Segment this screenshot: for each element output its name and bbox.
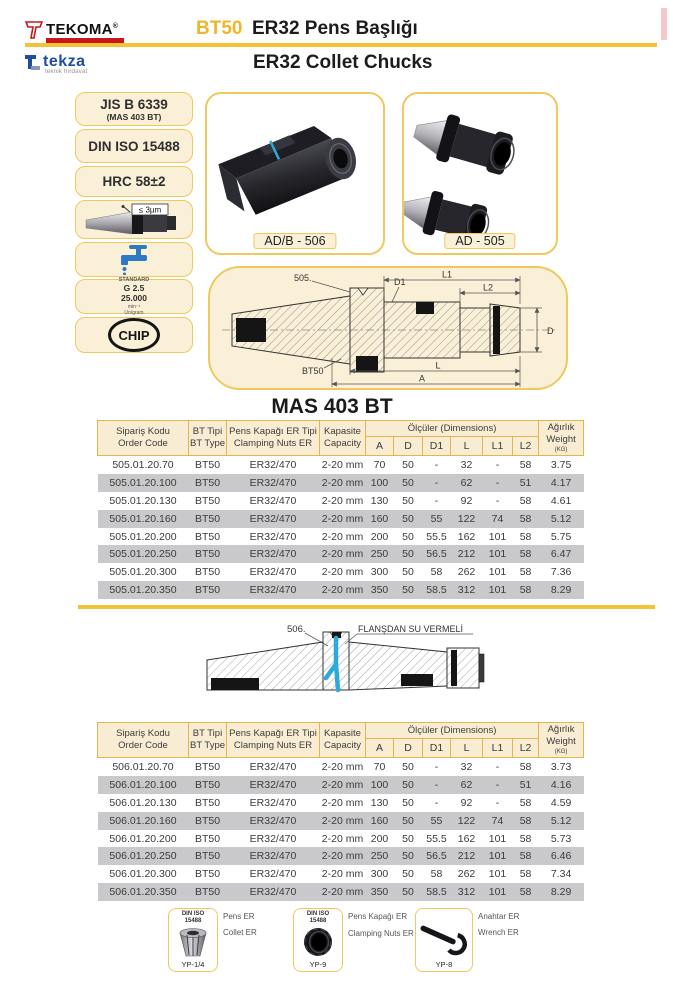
badge-hardness — [75, 166, 193, 197]
cell: 506.01.20.250 — [109, 850, 177, 863]
cell: BT50 — [194, 868, 221, 881]
cell: 101 — [488, 832, 507, 845]
col-dim-d1: D1 — [423, 739, 451, 758]
product-label-adb506: AD/B - 506 — [253, 233, 336, 249]
accessory-code: YP-9 — [309, 960, 327, 969]
col-dim-a: A — [366, 437, 394, 456]
dim-d1: D1 — [394, 277, 406, 287]
dim-l2: L2 — [482, 282, 494, 293]
cell: BT50 — [194, 885, 221, 898]
cell: 101 — [488, 850, 507, 863]
cell: 505.01.20.100 — [109, 477, 177, 490]
cell: 58.5 — [426, 583, 447, 596]
cell: 50 — [402, 583, 414, 596]
cell: 50 — [402, 494, 414, 507]
cell: 58 — [519, 530, 532, 543]
accessory-name-en: Clamping Nuts ER — [348, 929, 414, 938]
cell: 58 — [519, 494, 532, 507]
cell: 2-20 mm — [321, 459, 364, 472]
cell: 6.46 — [550, 850, 572, 863]
col-clamping-nut: Pens Kapağı ER Tipi Clamping Nuts ER — [227, 421, 320, 456]
cell: 2-20 mm — [321, 530, 364, 543]
cell: 58 — [430, 566, 443, 579]
cell: 50 — [402, 868, 414, 881]
accessory-clamping-nut: DIN ISO 15488 YP-9 — [293, 908, 343, 972]
dim-a: A — [418, 373, 426, 384]
cell: ER32/470 — [249, 850, 297, 863]
col-order-code: Sipariş Kodu Order Code — [98, 421, 189, 456]
accessory-code: YP-1/4 — [181, 960, 205, 969]
col-dimensions-group: Ölçüler (Dimensions) — [366, 723, 539, 739]
tekoma-logo-text: TEKOMA® — [46, 21, 119, 38]
cell: 58 — [519, 548, 532, 561]
cell: 506.01.20.300 — [109, 868, 177, 881]
cell: 101 — [488, 868, 507, 881]
badge-jis-line1: JIS B 6339 — [100, 96, 168, 112]
cell: ER32/470 — [249, 494, 297, 507]
cell: 130 — [370, 796, 389, 809]
coolant-tap-icon — [116, 244, 152, 275]
cell: 101 — [488, 530, 507, 543]
cell: 506.01.20.100 — [109, 779, 177, 792]
cell: 300 — [370, 868, 389, 881]
cell: 505.01.20.350 — [109, 583, 177, 596]
cell: - — [434, 796, 439, 809]
tekza-logo-text: tekza — [43, 53, 86, 70]
table-row — [98, 865, 584, 883]
cell: 32 — [460, 459, 473, 472]
cell: 506.01.20.70 — [112, 761, 174, 774]
cell: BT50 — [194, 761, 221, 774]
product-label-ad505: AD - 505 — [444, 233, 515, 249]
cell: 58 — [519, 583, 532, 596]
balancing-unbalance-unit: Un/gram — [124, 309, 144, 316]
mid-divider — [78, 605, 655, 609]
cell: BT50 — [194, 796, 221, 809]
table-row — [98, 456, 584, 474]
cell: 505.01.20.300 — [109, 566, 177, 579]
page-code: BT50 — [196, 18, 243, 39]
cell: 58 — [430, 868, 443, 881]
cell: 58 — [519, 512, 532, 525]
cell: - — [495, 494, 500, 507]
cell: - — [434, 477, 439, 490]
cell: 4.61 — [550, 494, 572, 507]
cell: - — [434, 459, 439, 472]
page-title-en: ER32 Collet Chucks — [253, 52, 433, 73]
cell: 2-20 mm — [321, 814, 364, 827]
cell: 58 — [519, 761, 532, 774]
cell: 50 — [402, 885, 414, 898]
cell: 101 — [488, 583, 507, 596]
cell: 50 — [402, 814, 414, 827]
table-row — [98, 758, 584, 776]
cell: ER32/470 — [249, 566, 297, 579]
cell: 2-20 mm — [321, 832, 364, 845]
cell: 58 — [519, 832, 532, 845]
badge-coolant — [75, 242, 193, 277]
col-clamping-nut: Pens Kapağı ER Tipi Clamping Nuts ER — [227, 723, 320, 758]
cell: 3.75 — [550, 459, 572, 472]
cell: - — [495, 477, 500, 490]
cell: 2-20 mm — [321, 494, 364, 507]
cell: 70 — [373, 761, 386, 774]
runout-illustration — [80, 203, 188, 236]
cell: 55.5 — [426, 832, 447, 845]
table-row — [98, 528, 584, 546]
cell: 50 — [402, 832, 414, 845]
cell: 212 — [457, 850, 476, 863]
cell: 51 — [519, 779, 532, 792]
cell: 2-20 mm — [321, 779, 364, 792]
col-weight: Ağırlık Weight (KG) — [539, 723, 584, 758]
cell: ER32/470 — [249, 761, 297, 774]
cell: 2-20 mm — [321, 583, 364, 596]
cell: 62 — [460, 477, 473, 490]
badge-din-text: DIN ISO 15488 — [88, 138, 180, 154]
cell: 2-20 mm — [321, 477, 364, 490]
page-title-tr: ER32 Pens Başlığı — [252, 18, 418, 39]
col-dim-l1: L1 — [483, 739, 513, 758]
badge-jis-line2: (MAS 403 BT) — [106, 111, 162, 122]
cell: 56.5 — [426, 850, 447, 863]
accessory-name-tr: Anahtar ER — [478, 912, 520, 921]
cell: 32 — [460, 761, 473, 774]
cell: ER32/470 — [249, 814, 297, 827]
cell: 122 — [457, 814, 476, 827]
cell: 101 — [488, 885, 507, 898]
badge-balancing — [75, 279, 193, 314]
table-row — [98, 883, 584, 901]
cell: 100 — [370, 779, 389, 792]
cell: 160 — [370, 512, 389, 525]
col-weight: Ağırlık Weight (KG) — [539, 421, 584, 456]
section-title-mas403bt: MAS 403 BT — [271, 395, 393, 418]
cell: 262 — [457, 566, 476, 579]
dim-l1: L1 — [441, 269, 453, 280]
cell: 56.5 — [426, 548, 447, 561]
table-row — [98, 492, 584, 510]
cell: - — [434, 761, 439, 774]
cell: 505.01.20.130 — [109, 494, 177, 507]
balancing-rpm-unit: min⁻¹ — [127, 303, 141, 310]
tekoma-logo-icon — [25, 21, 43, 39]
cell: - — [495, 761, 500, 774]
cell: BT50 — [194, 566, 221, 579]
label-bt50: BT50 — [302, 366, 324, 376]
cell: 2-20 mm — [321, 761, 364, 774]
cell: ER32/470 — [249, 530, 297, 543]
cell: 62 — [460, 779, 473, 792]
cell: 58.5 — [426, 885, 447, 898]
cell: - — [495, 796, 500, 809]
cell: 5.75 — [550, 530, 572, 543]
coolant-note: FLANŞDAN SU VERMELİ — [358, 624, 464, 634]
cell: 2-20 mm — [321, 885, 364, 898]
col-dim-a: A — [366, 739, 394, 758]
cell: 506.01.20.350 — [109, 885, 177, 898]
product-photo-ad505 — [402, 92, 558, 255]
cell: 162 — [457, 530, 476, 543]
cell: 505.01.20.70 — [112, 459, 174, 472]
cell: 50 — [402, 850, 414, 863]
col-capacity: Kapasite Capacity — [320, 421, 366, 456]
cell: 100 — [370, 477, 389, 490]
cell: 250 — [370, 850, 389, 863]
table-row — [98, 474, 584, 492]
cell: 50 — [402, 530, 414, 543]
accessory-name-tr: Pens Kapağı ER — [348, 912, 408, 921]
col-dim-d: D — [394, 739, 423, 758]
balancing-standard-label: STANDARD — [118, 277, 150, 284]
badge-chip — [75, 317, 193, 353]
table-row — [98, 581, 584, 599]
cell: 2-20 mm — [321, 512, 364, 525]
cell: - — [434, 494, 439, 507]
cell: 4.17 — [550, 477, 572, 490]
callout-506: 506. — [287, 624, 306, 635]
cell: 200 — [370, 530, 389, 543]
cell: ER32/470 — [249, 512, 297, 525]
table-row — [98, 510, 584, 528]
cell: 2-20 mm — [321, 868, 364, 881]
cell: 505.01.20.200 — [109, 530, 177, 543]
cell: 350 — [370, 885, 389, 898]
product-photo-adb506 — [205, 92, 385, 255]
cell: 262 — [457, 868, 476, 881]
cell: 58 — [519, 459, 532, 472]
cell: 130 — [370, 494, 389, 507]
cell: 312 — [457, 885, 476, 898]
cell: ER32/470 — [249, 868, 297, 881]
table-row — [98, 812, 584, 830]
cell: 505.01.20.250 — [109, 548, 177, 561]
table-row — [98, 776, 584, 794]
col-dim-l2: L2 — [513, 739, 539, 758]
col-dimensions-group: Ölçüler (Dimensions) — [366, 421, 539, 437]
cell: 58 — [519, 850, 532, 863]
cell: 74 — [491, 512, 504, 525]
cell: 6.47 — [550, 548, 572, 561]
cell: 212 — [457, 548, 476, 561]
ad505-image — [404, 94, 556, 253]
cell: 50 — [402, 459, 414, 472]
drawing-505-box — [208, 266, 568, 390]
dim-l: L — [435, 360, 441, 371]
cell: 506.01.20.130 — [109, 796, 177, 809]
balancing-rpm: 25.000 — [121, 292, 147, 303]
cell: 505.01.20.160 — [109, 512, 177, 525]
accessory-name-tr: Pens ER — [223, 912, 255, 921]
col-order-code: Sipariş Kodu Order Code — [98, 723, 189, 758]
spec-table-505 — [97, 420, 584, 599]
cell: 506.01.20.160 — [109, 814, 177, 827]
cell: 55 — [430, 512, 443, 525]
col-capacity: Kapasite Capacity — [320, 723, 366, 758]
spec-table-506 — [97, 722, 584, 901]
cell: 4.16 — [550, 779, 572, 792]
cell: ER32/470 — [249, 583, 297, 596]
runout-value: ≤ 3µm — [138, 205, 162, 215]
col-dim-l: L — [451, 739, 483, 758]
cell: 122 — [457, 512, 476, 525]
cell: BT50 — [194, 583, 221, 596]
cell: BT50 — [194, 512, 221, 525]
cell: 51 — [519, 477, 532, 490]
cell: 200 — [370, 832, 389, 845]
tekza-logo — [25, 53, 195, 81]
cell: 2-20 mm — [321, 548, 364, 561]
cell: 350 — [370, 583, 389, 596]
page-edge-bleed — [661, 8, 667, 40]
cell: 2-20 mm — [321, 796, 364, 809]
cell: - — [434, 779, 439, 792]
cell: 7.36 — [550, 566, 572, 579]
cell: 58 — [519, 885, 532, 898]
cell: ER32/470 — [249, 779, 297, 792]
cell: 55.5 — [426, 530, 447, 543]
cell: 2-20 mm — [321, 850, 364, 863]
dim-d: D — [547, 326, 554, 336]
header-divider — [25, 43, 657, 47]
cell: 50 — [402, 477, 414, 490]
cell: 50 — [402, 796, 414, 809]
chip-mark: CHIP — [108, 318, 160, 352]
cell: 8.29 — [550, 583, 572, 596]
cell: 58 — [519, 868, 532, 881]
accessory-collet: DIN ISO 15488 YP-1/4 — [168, 908, 218, 972]
cell: 8.29 — [550, 885, 572, 898]
cell: 506.01.20.200 — [109, 832, 177, 845]
badge-jis-standard — [75, 92, 193, 126]
cell: 70 — [373, 459, 386, 472]
cell: - — [495, 459, 500, 472]
col-dim-l1: L1 — [483, 437, 513, 456]
cell: ER32/470 — [249, 796, 297, 809]
cell: 2-20 mm — [321, 566, 364, 579]
clamping-nut-icon — [300, 926, 336, 958]
badge-runout — [75, 200, 193, 239]
cell: 312 — [457, 583, 476, 596]
cell: 50 — [402, 761, 414, 774]
col-bt-type: BT Tipi BT Type — [189, 421, 227, 456]
col-dim-d: D — [394, 437, 423, 456]
cell: 4.59 — [550, 796, 572, 809]
cell: 3.73 — [550, 761, 572, 774]
cell: 160 — [370, 814, 389, 827]
cell: 7.34 — [550, 868, 572, 881]
cell: 58 — [519, 814, 532, 827]
cell: ER32/470 — [249, 459, 297, 472]
cell: 50 — [402, 566, 414, 579]
wrench-icon — [418, 921, 470, 957]
col-dim-l: L — [451, 437, 483, 456]
balancing-grade: G 2.5 — [123, 283, 145, 294]
cell: 92 — [460, 796, 473, 809]
cell: 162 — [457, 832, 476, 845]
cell: BT50 — [194, 530, 221, 543]
cell: BT50 — [194, 832, 221, 845]
col-dim-d1: D1 — [423, 437, 451, 456]
cell: ER32/470 — [249, 885, 297, 898]
cell: ER32/470 — [249, 548, 297, 561]
cell: 92 — [460, 494, 473, 507]
adb506-image — [207, 94, 383, 253]
cell: BT50 — [194, 779, 221, 792]
cell: 300 — [370, 566, 389, 579]
cell: BT50 — [194, 814, 221, 827]
cell: 5.12 — [550, 814, 572, 827]
tekza-logo-icon — [25, 55, 40, 72]
tekza-logo-subtext: teknik hırdavat — [45, 68, 88, 75]
callout-505: 505. — [294, 273, 312, 283]
cell: 50 — [402, 548, 414, 561]
drawing-506 — [195, 622, 495, 697]
cell: BT50 — [194, 850, 221, 863]
table-row — [98, 830, 584, 848]
drawing-505 — [210, 268, 566, 388]
cell: BT50 — [194, 548, 221, 561]
collet-icon — [175, 926, 211, 958]
cell: 250 — [370, 548, 389, 561]
cell: ER32/470 — [249, 477, 297, 490]
accessory-wrench — [415, 908, 473, 972]
cell: 50 — [402, 779, 414, 792]
table-row — [98, 847, 584, 865]
accessory-name-en: Wrench ER — [478, 928, 519, 937]
cell: 101 — [488, 566, 507, 579]
table-row — [98, 794, 584, 812]
cell: BT50 — [194, 459, 221, 472]
cell: 58 — [519, 796, 532, 809]
col-dim-l2: L2 — [513, 437, 539, 456]
cell: 5.73 — [550, 832, 572, 845]
cell: 50 — [402, 512, 414, 525]
accessory-name-en: Collet ER — [223, 928, 257, 937]
cell: 55 — [430, 814, 443, 827]
accessory-code: YP-8 — [435, 960, 453, 969]
table-row — [98, 545, 584, 563]
cell: 5.12 — [550, 512, 572, 525]
cell: 74 — [491, 814, 504, 827]
badge-hardness-text: HRC 58±2 — [102, 174, 166, 189]
badge-din-standard — [75, 129, 193, 163]
cell: ER32/470 — [249, 832, 297, 845]
cell: BT50 — [194, 477, 221, 490]
cell: 58 — [519, 566, 532, 579]
cell: BT50 — [194, 494, 221, 507]
cell: 101 — [488, 548, 507, 561]
table-row — [98, 563, 584, 581]
cell: - — [495, 779, 500, 792]
col-bt-type: BT Tipi BT Type — [189, 723, 227, 758]
